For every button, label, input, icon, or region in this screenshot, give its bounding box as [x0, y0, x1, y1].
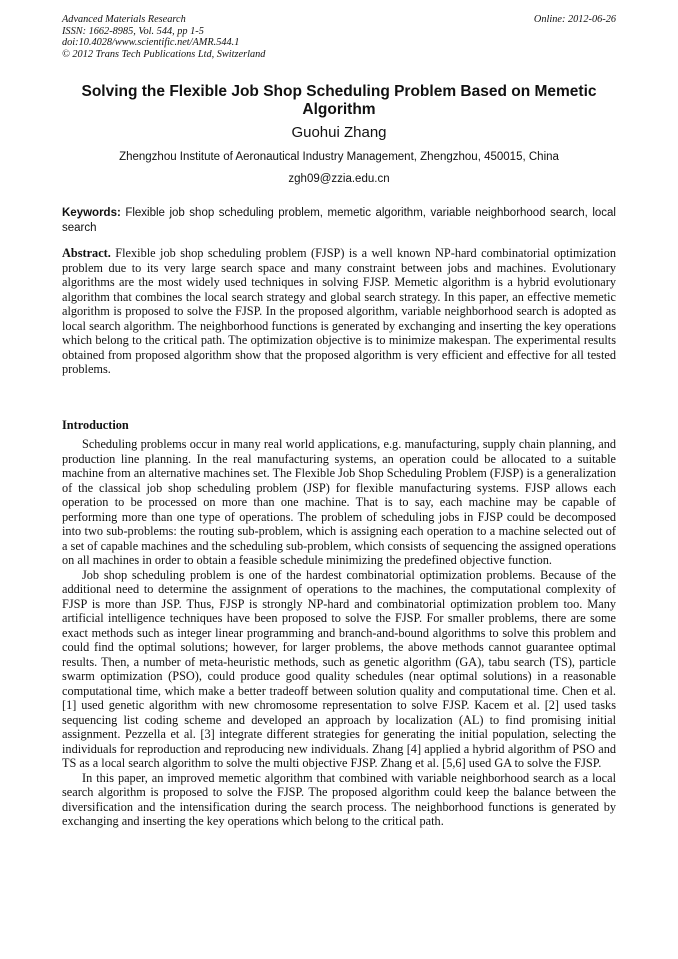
paper-title: Solving the Flexible Job Shop Scheduling Problem Based on Memetic Algorithm	[81, 83, 597, 118]
author-name: Guohui Zhang	[291, 124, 387, 141]
section-heading-introduction: Introduction	[62, 418, 129, 432]
doi-line: doi:10.4028/www.scientific.net/AMR.544.1	[62, 37, 240, 49]
author-email: zgh09@zzia.edu.cn	[288, 173, 390, 185]
intro-paragraph: Scheduling problems occur in many real world applications, e.g. manufacturing, supply chain planning, and production line planning. In the real manufacturing systems, an operation could be allocated to a suitable machine from an alternative machines set. The Flexible Job Shop Scheduling Problem (FJSP) is a generalization of the classical job shop scheduling problem (JSP) for flexible manufacturing systems. FJSP allows each operation to be processed on more than one machine. That is to say, each machine may be capable of performing more than one type of operations. The problem of scheduling jobs in FJSP could be decomposed into two sub-problems: the routing sub-problem, which is assigning each operation to a machine selected out of a set of capable machines and the scheduling sub-problem, which consists of sequencing the assigned operations on all machines in order to obtain a feasible schedule minimizing the predefined objective function.	[62, 437, 616, 567]
intro-paragraph: Job shop scheduling problem is one of the hardest combinatorial optimization problems. Because of the additional need to determine the assignment of operations to the machines, the computational complexity of FJSP is more than JSP. Thus, FJSP is strongly NP-hard and combinatorial optimization problem too. Many artificial intelligence techniques have been proposed to solve the FJSP. For smaller problems, there are some exact methods such as integer linear programming and branch-and-bound algorithms to solve this problem and could find the optimal solutions; however, for larger problems, the above methods cannot guarantee optimal results. Then, a number of meta-heuristic methods, such as genetic algorithm (GA), tabu search (TS), particle swarm optimization (PSO), could produce good quality schedules (near optimal solutions) in a reasonable computational time, which make a better tradeoff between solution quality and computational time. Chen et al. [1] used genetic algorithm with new chromosome representation to solve FJSP. Kacem et al. [2] used tasks sequencing list coding scheme and developed an approach by localization (AL) to find promising initial assignment. Pezzella et al. [3] integrate different strategies for generating the initial population, selecting the individuals for reproduction and reproducing new individuals. Zhang [4] applied a hybrid algorithm of PSO and TS as a local search algorithm to solve the multi objective FJSP. Zhang et al. [5,6] used GA to solve the FJSP.	[62, 567, 616, 770]
keywords-label: Keywords:	[62, 207, 121, 219]
abstract-text: Flexible job shop scheduling problem (FJSP) is a well known NP-hard combinatorial optimization problem due to its very large search space and many constraint between jobs and machines. Evolutionary algorithms are the most widely used techniques in solving FJSP. Memetic algorithm is a hybrid evolutionary algorithm that combines the local search strategy and global search strategy. In this paper, an effective memetic algorithm is proposed to solve the FJSP. In the proposed algorithm, variable neighborhood search is adopted as local search algorithm. The neighborhood functions is generated by exchanging and inserting the key operations which belong to the critical path. The optimization objective is to minimize makespan. The experimental results obtained from proposed algorithm show that the proposed algorithm is very efficient and effective for all tested problems.	[62, 246, 616, 376]
intro-paragraph: In this paper, an improved memetic algorithm that combined with variable neighborhood search as a local search algorithm is proposed to solve the FJSP. The proposed algorithm could keep the balance between the diversification and the intensification during the search process. The neighborhood functions is generated by exchanging and inserting the key operations which belong to the critical path.	[62, 770, 616, 828]
issn-line: ISSN: 1662-8985, Vol. 544, pp 1-5	[62, 25, 204, 37]
online-date: Online: 2012-06-26	[533, 14, 616, 25]
journal-name: Advanced Materials Research	[62, 14, 186, 25]
copyright-line: © 2012 Trans Tech Publications Ltd, Switzerland	[62, 48, 266, 60]
author-affiliation: Zhengzhou Institute of Aeronautical Industry Management, Zhengzhou, 450015, China	[119, 151, 559, 163]
abstract	[62, 246, 616, 377]
introduction-body	[62, 437, 616, 829]
abstract-label: Abstract.	[62, 246, 111, 260]
keywords	[62, 206, 616, 236]
journal-header	[62, 14, 616, 60]
keywords-text: Flexible job shop scheduling problem, memetic algorithm, variable neighborhood search, local search	[62, 207, 616, 234]
